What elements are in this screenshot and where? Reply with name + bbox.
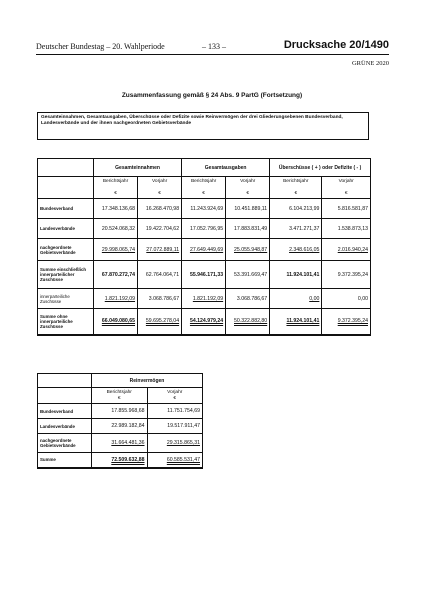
- page-title: Zusammenfassung gemäß § 24 Abs. 9 PartG (Fortsetzung): [121, 92, 303, 99]
- corner-cell: [38, 159, 94, 177]
- subheader-cell: Vorjahr €: [322, 177, 371, 199]
- value-cell: 29.315.865,31: [147, 434, 203, 453]
- group-header-income: Gesamteinnahmen: [94, 159, 182, 177]
- corner-cell: [38, 388, 92, 404]
- party-label: GRÜNE 2020: [351, 60, 389, 67]
- value-cell: 17.348.136,68: [94, 199, 138, 219]
- value-cell: 59.695.278,04: [138, 309, 182, 335]
- row-label: nachgeordnete Gebietsverbände: [38, 434, 92, 453]
- description-box: Gesamteinnahmen, Gesamtausgaben, Überschüsse oder Defizite sowie Reinvermögen der drei Gliederungsebenen Bundesverband, Landesverbände und der ihnen nachgeordneten Gebietsverbände: [37, 112, 369, 140]
- header-rule: [36, 54, 389, 55]
- table-row: [38, 453, 203, 468]
- value-cell: 29.998.065,74: [94, 239, 138, 261]
- value-cell: 31.664.481,36: [92, 434, 148, 453]
- value-cell: 9.372.395,24: [322, 261, 371, 289]
- value-cell: 25.055.948,87: [226, 239, 270, 261]
- value-cell: 5.816.581,87: [322, 199, 371, 219]
- subheader-cell: Berichtsjahr €: [92, 388, 148, 404]
- value-cell: 0,00: [270, 289, 322, 309]
- value-cell: 55.946.171,33: [182, 261, 226, 289]
- subheader-cell: Vorjahr €: [226, 177, 270, 199]
- table-row: [38, 309, 371, 335]
- value-cell: 3.068.786,67: [138, 289, 182, 309]
- corner-cell: [38, 177, 94, 199]
- table-row: [38, 289, 371, 309]
- table-row: [38, 419, 203, 434]
- corner-cell: [38, 374, 92, 388]
- table-row: [38, 239, 371, 261]
- value-cell: 11.751.754,69: [147, 404, 203, 419]
- value-cell: 3.471.271,37: [270, 219, 322, 239]
- value-cell: 19.422.704,62: [138, 219, 182, 239]
- group-header-net-assets: Reinvermögen: [92, 374, 203, 388]
- table-row: [38, 199, 371, 219]
- value-cell: 60.585.531,47: [147, 453, 203, 468]
- subheader-row: [38, 388, 203, 404]
- value-cell: 72.509.632,88: [92, 453, 148, 468]
- value-cell: 2.016.940,24: [322, 239, 371, 261]
- value-cell: 20.524.068,32: [94, 219, 138, 239]
- row-label: Summe einschließlich innerparteilicher Zuschüsse: [38, 261, 94, 289]
- table-row: [38, 404, 203, 419]
- value-cell: 10.451.889,11: [226, 199, 270, 219]
- value-cell: 27.649.449,69: [182, 239, 226, 261]
- net-assets-table: [37, 373, 203, 469]
- value-cell: 17.883.831,49: [226, 219, 270, 239]
- value-cell: 11.924.101,41: [270, 309, 322, 335]
- value-cell: 11.924.101,41: [270, 261, 322, 289]
- subheader-cell: Berichtsjahr €: [270, 177, 322, 199]
- value-cell: 67.870.272,74: [94, 261, 138, 289]
- value-cell: 0,00: [322, 289, 371, 309]
- document-number: Drucksache 20/1490: [283, 39, 389, 51]
- row-label: Summe: [38, 453, 92, 468]
- subheader-cell: Vorjahr €: [147, 388, 203, 404]
- group-header-row: [38, 374, 203, 388]
- group-header-surplus: Überschüsse ( + ) oder Defizite ( - ): [270, 159, 371, 177]
- value-cell: 2.348.616,05: [270, 239, 322, 261]
- value-cell: 53.391.669,47: [226, 261, 270, 289]
- page-number: – 133 –: [202, 42, 226, 51]
- table-row: [38, 434, 203, 453]
- subheader-cell: Vorjahr €: [138, 177, 182, 199]
- value-cell: 11.243.924,69: [182, 199, 226, 219]
- value-cell: 1.821.192,09: [182, 289, 226, 309]
- value-cell: 66.049.080,65: [94, 309, 138, 335]
- value-cell: 6.104.213,99: [270, 199, 322, 219]
- value-cell: 22.989.182,84: [92, 419, 148, 434]
- subheader-cell: Berichtsjahr €: [94, 177, 138, 199]
- table-row: [38, 261, 371, 289]
- value-cell: 17.052.796,95: [182, 219, 226, 239]
- row-label: Bundesverband: [38, 404, 92, 419]
- value-cell: 1.821.192,09: [94, 289, 138, 309]
- header-left: Deutscher Bundestag – 20. Wahlperiode: [36, 42, 165, 51]
- row-label: Landesverbände: [38, 419, 92, 434]
- value-cell: 3.068.786,67: [226, 289, 270, 309]
- value-cell: 16.268.470,98: [138, 199, 182, 219]
- value-cell: 17.855.968,68: [92, 404, 148, 419]
- row-label: nachgeordnete Gebietsverbände: [38, 239, 94, 261]
- value-cell: 54.124.979,24: [182, 309, 226, 335]
- value-cell: 1.538.873,13: [322, 219, 371, 239]
- value-cell: 9.372.395,24: [322, 309, 371, 335]
- value-cell: 62.764.064,71: [138, 261, 182, 289]
- table-row: [38, 219, 371, 239]
- value-cell: 27.072.889,11: [138, 239, 182, 261]
- subheader-row: [38, 177, 371, 199]
- row-label: Bundesverband: [38, 199, 94, 219]
- value-cell: 50.322.882,80: [226, 309, 270, 335]
- subheader-cell: Berichtsjahr €: [182, 177, 226, 199]
- summary-table: [37, 158, 371, 336]
- row-label: Landesverbände: [38, 219, 94, 239]
- group-header-row: [38, 159, 371, 177]
- row-label: innerparteiliche Zuschüsse: [38, 289, 94, 309]
- row-label: Summe ohne innerparteiliche Zuschüsse: [38, 309, 94, 335]
- group-header-expenses: Gesamtausgaben: [182, 159, 270, 177]
- value-cell: 19.517.911,47: [147, 419, 203, 434]
